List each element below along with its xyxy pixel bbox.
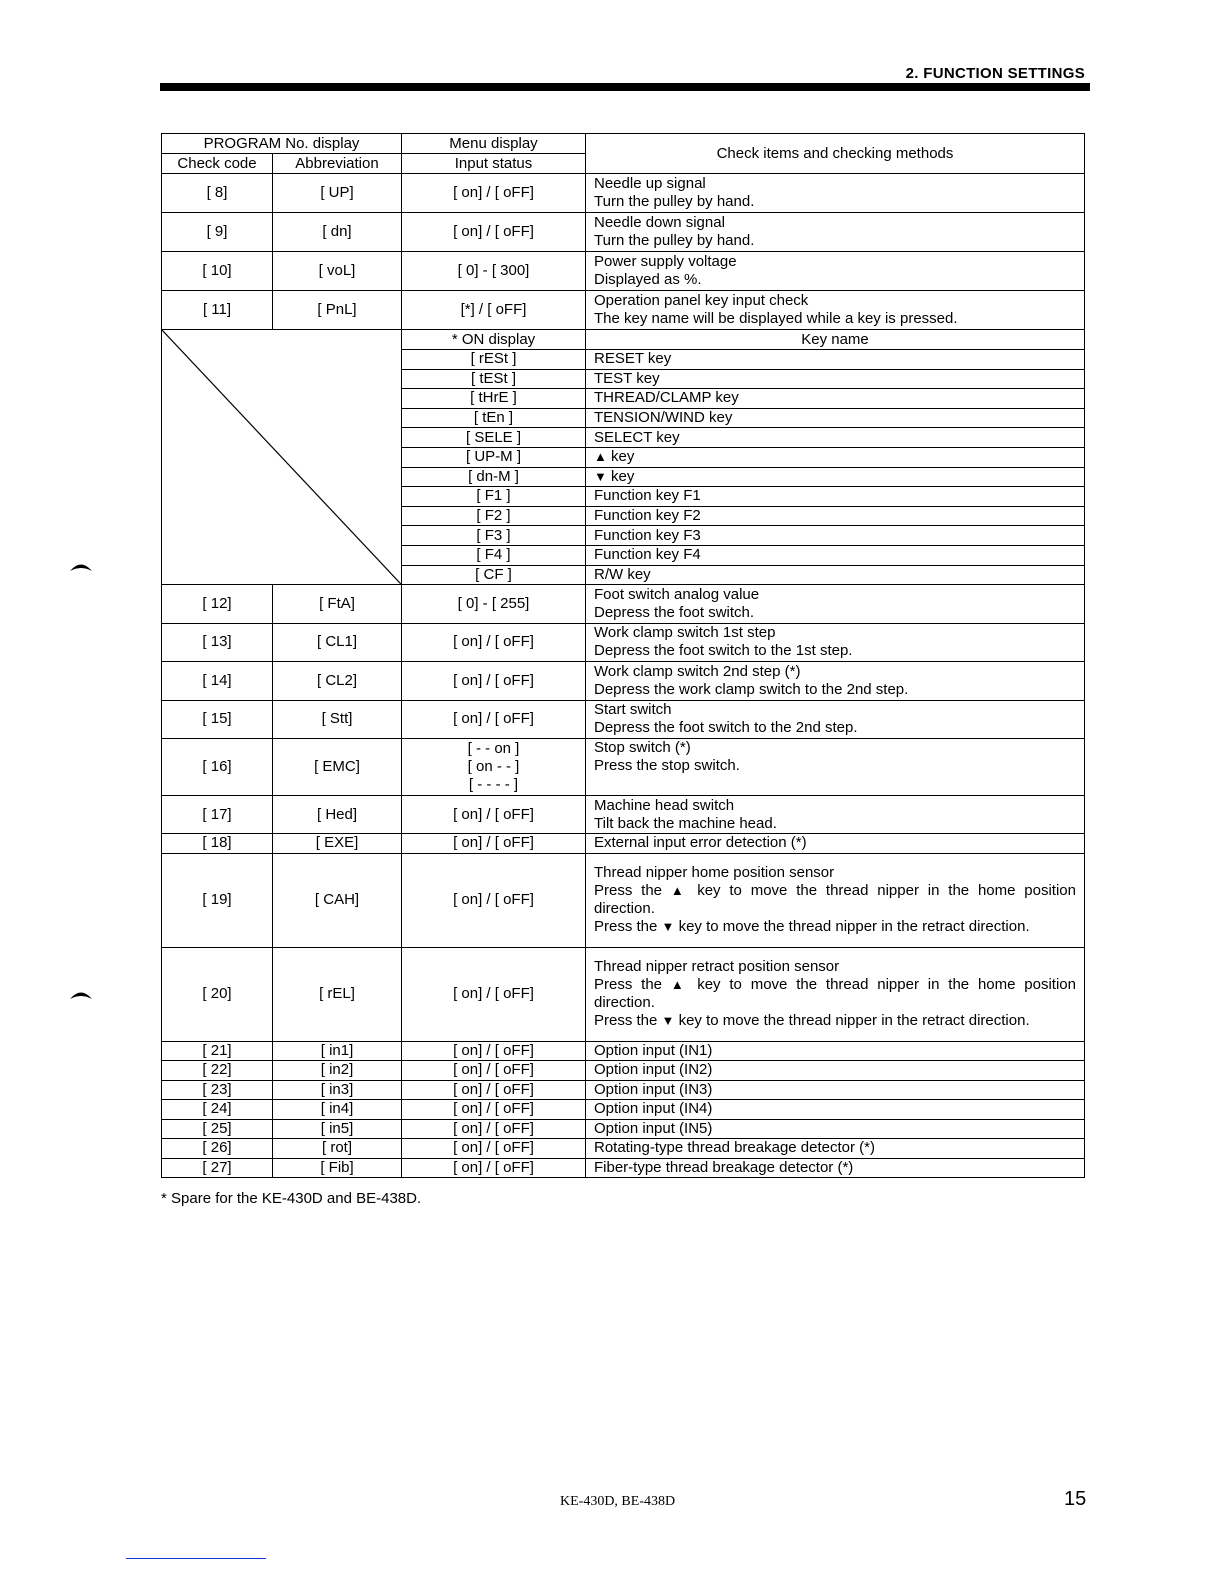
input-status <box>402 739 586 796</box>
on-display: [ F3 ] <box>402 526 586 546</box>
table-row <box>162 834 1085 854</box>
table-row <box>162 796 1085 834</box>
check-method-cell <box>586 739 1085 796</box>
check-method-cell <box>586 947 1085 1041</box>
down-arrow-icon: ▼ <box>594 468 607 484</box>
table-row <box>162 174 1085 213</box>
on-display-header: * ON display <box>402 330 586 350</box>
check-method: Depress the foot switch. <box>594 603 755 621</box>
check-method: Turn the pulley by hand. <box>594 193 755 210</box>
abbreviation: [ voL] <box>273 252 402 291</box>
table-row <box>162 585 1085 624</box>
on-display: [ tEn ] <box>402 408 586 428</box>
key-name: TENSION/WIND key <box>586 408 1085 428</box>
abbreviation-header: Abbreviation <box>273 154 402 174</box>
check-method-cell <box>586 252 1085 291</box>
check-item: Option input (IN3) <box>586 1080 1085 1100</box>
check-method-cell <box>586 662 1085 701</box>
check-item: Thread nipper retract position sensor <box>594 958 840 976</box>
check-method: The key name will be displayed while a key is pressed. <box>594 310 958 327</box>
key-name: R/W key <box>586 565 1085 585</box>
check-method: Press the ▲ key to move the thread nipper in the home position direction. <box>594 882 1076 918</box>
abbreviation: [ CL2] <box>273 662 402 701</box>
on-display: [ rESt ] <box>402 350 586 370</box>
input-status: [ on] / [ oFF] <box>402 796 586 834</box>
table-row <box>162 1158 1085 1178</box>
check-code: [ 19] <box>162 853 273 947</box>
input-status: [ on] / [ oFF] <box>402 1119 586 1139</box>
abbreviation: [ CL1] <box>273 623 402 662</box>
table-row <box>162 252 1085 291</box>
abbreviation: [ PnL] <box>273 291 402 330</box>
table-row <box>162 1139 1085 1159</box>
input-status: [ on] / [ oFF] <box>402 623 586 662</box>
footer-model: KE-430D, BE-438D <box>560 1494 676 1509</box>
check-code: [ 18] <box>162 834 273 854</box>
check-method-cell <box>586 174 1085 213</box>
up-arrow-icon: ▲ <box>670 883 689 899</box>
check-code-header: Check code <box>162 154 273 174</box>
abbreviation: [ UP] <box>273 174 402 213</box>
check-code: [ 15] <box>162 700 273 739</box>
abbreviation: [ in5] <box>273 1119 402 1139</box>
status-line: [ on - - ] <box>467 758 520 776</box>
on-display: [ tESt ] <box>402 369 586 389</box>
key-name <box>586 467 1085 487</box>
input-status: [ 0] - [ 300] <box>402 252 586 291</box>
on-display: [ SELE ] <box>402 428 586 448</box>
program-no-header: PROGRAM No. display <box>162 134 402 154</box>
check-method: Press the ▼ key to move the thread nipper in the retract direction. <box>594 1012 1030 1030</box>
check-item: Rotating-type thread breakage detector (*) <box>586 1139 1085 1159</box>
check-code: [ 25] <box>162 1119 273 1139</box>
check-item: Option input (IN5) <box>586 1119 1085 1139</box>
check-item: Needle up signal <box>594 175 706 192</box>
table-row <box>162 1041 1085 1061</box>
check-code: [ 14] <box>162 662 273 701</box>
check-item: Option input (IN1) <box>586 1041 1085 1061</box>
abbreviation: [ in3] <box>273 1080 402 1100</box>
table-row <box>162 623 1085 662</box>
key-label: key <box>611 448 635 466</box>
input-status-header: Input status <box>402 154 586 174</box>
section-title: 2. FUNCTION SETTINGS <box>905 65 1085 82</box>
table-row <box>162 739 1085 796</box>
key-name: RESET key <box>586 350 1085 370</box>
footnote: * Spare for the KE-430D and BE-438D. <box>161 1190 422 1207</box>
input-status: [ on] / [ oFF] <box>402 700 586 739</box>
key-name: TEST key <box>586 369 1085 389</box>
down-arrow-icon: ▼ <box>661 1013 675 1029</box>
key-name: Function key F1 <box>586 487 1085 507</box>
check-method: Depress the foot switch to the 1st step. <box>594 642 853 660</box>
check-code: [ 20] <box>162 947 273 1041</box>
table-row <box>162 947 1085 1041</box>
check-method: Displayed as %. <box>594 271 702 288</box>
abbreviation: [ Fib] <box>273 1158 402 1178</box>
binding-mark <box>70 562 92 572</box>
bottom-link-line <box>126 1558 266 1559</box>
abbreviation: [ EMC] <box>273 739 402 796</box>
check-code: [ 23] <box>162 1080 273 1100</box>
check-item: Operation panel key input check <box>594 292 809 309</box>
abbreviation: [ in4] <box>273 1100 402 1120</box>
input-status: [ on] / [ oFF] <box>402 1080 586 1100</box>
table-row <box>162 853 1085 947</box>
check-item: Option input (IN4) <box>586 1100 1085 1120</box>
check-method-cell <box>586 623 1085 662</box>
check-code: [ 26] <box>162 1139 273 1159</box>
on-display: [ F1 ] <box>402 487 586 507</box>
abbreviation: [ Hed] <box>273 796 402 834</box>
table-row <box>162 1100 1085 1120</box>
key-name: Function key F3 <box>586 526 1085 546</box>
check-method-cell <box>586 796 1085 834</box>
check-code: [ 11] <box>162 291 273 330</box>
check-code: [ 9] <box>162 213 273 252</box>
check-item: External input error detection (*) <box>586 834 1085 854</box>
header-rule <box>160 83 1090 91</box>
check-method: Press the stop switch. <box>594 757 740 775</box>
abbreviation: [ FtA] <box>273 585 402 624</box>
check-method: Turn the pulley by hand. <box>594 232 755 249</box>
abbreviation: [ dn] <box>273 213 402 252</box>
check-item: Foot switch analog value <box>594 585 760 603</box>
table-row <box>162 1119 1085 1139</box>
check-item: Work clamp switch 2nd step (*) <box>594 662 801 680</box>
input-status: [ 0] - [ 255] <box>402 585 586 624</box>
abbreviation: [ CAH] <box>273 853 402 947</box>
check-code: [ 12] <box>162 585 273 624</box>
input-status: [ on] / [ oFF] <box>402 1139 586 1159</box>
check-item: Start switch <box>594 701 672 719</box>
input-status: [ on] / [ oFF] <box>402 853 586 947</box>
key-name <box>586 447 1085 467</box>
table-row <box>162 1080 1085 1100</box>
check-method: Tilt back the machine head. <box>594 814 777 832</box>
check-method-cell <box>586 853 1085 947</box>
abbreviation: [ EXE] <box>273 834 402 854</box>
input-status: [ on] / [ oFF] <box>402 947 586 1041</box>
abbreviation: [ in1] <box>273 1041 402 1061</box>
input-status: [ on] / [ oFF] <box>402 1041 586 1061</box>
table-row <box>162 291 1085 330</box>
check-code: [ 10] <box>162 252 273 291</box>
on-display: [ F4 ] <box>402 545 586 565</box>
table-row <box>162 1061 1085 1081</box>
abbreviation: [ rot] <box>273 1139 402 1159</box>
input-status: [ on] / [ oFF] <box>402 1061 586 1081</box>
input-status: [*] / [ oFF] <box>402 291 586 330</box>
on-display: [ CF ] <box>402 565 586 585</box>
table-row <box>162 330 1085 350</box>
key-label: key <box>611 467 635 485</box>
function-check-table <box>161 133 1085 1178</box>
check-items-header: Check items and checking methods <box>586 134 1085 174</box>
check-method: Depress the foot switch to the 2nd step. <box>594 719 858 737</box>
key-name: SELECT key <box>586 428 1085 448</box>
check-method-cell <box>586 291 1085 330</box>
key-name-header: Key name <box>586 330 1085 350</box>
diagonal-blank-cell <box>162 330 402 585</box>
check-code: [ 16] <box>162 739 273 796</box>
on-display: [ UP-M ] <box>402 447 586 467</box>
check-method: Press the ▲ key to move the thread nipper in the home position direction. <box>594 976 1076 1012</box>
check-item: Machine head switch <box>594 796 735 814</box>
check-item: Work clamp switch 1st step <box>594 624 776 642</box>
on-display: [ dn-M ] <box>402 467 586 487</box>
table-row <box>162 700 1085 739</box>
check-method-cell <box>586 213 1085 252</box>
down-arrow-icon: ▼ <box>661 919 675 935</box>
check-method-cell <box>586 700 1085 739</box>
check-item: Option input (IN2) <box>586 1061 1085 1081</box>
table-row <box>162 662 1085 701</box>
check-item: Stop switch (*) <box>594 739 691 757</box>
check-code: [ 27] <box>162 1158 273 1178</box>
check-code: [ 8] <box>162 174 273 213</box>
check-item: Needle down signal <box>594 214 725 231</box>
check-code: [ 24] <box>162 1100 273 1120</box>
input-status: [ on] / [ oFF] <box>402 174 586 213</box>
abbreviation: [ Stt] <box>273 700 402 739</box>
key-name: Function key F2 <box>586 506 1085 526</box>
input-status: [ on] / [ oFF] <box>402 1100 586 1120</box>
check-code: [ 13] <box>162 623 273 662</box>
check-code: [ 22] <box>162 1061 273 1081</box>
status-line: [ - - on ] <box>467 740 520 758</box>
menu-display-header: Menu display <box>402 134 586 154</box>
key-name: THREAD/CLAMP key <box>586 389 1085 409</box>
input-status: [ on] / [ oFF] <box>402 834 586 854</box>
table-row <box>162 213 1085 252</box>
check-code: [ 21] <box>162 1041 273 1061</box>
check-method: Depress the work clamp switch to the 2nd step. <box>594 680 909 698</box>
on-display: [ F2 ] <box>402 506 586 526</box>
abbreviation: [ in2] <box>273 1061 402 1081</box>
input-status: [ on] / [ oFF] <box>402 662 586 701</box>
check-item: Power supply voltage <box>594 253 737 270</box>
check-code: [ 17] <box>162 796 273 834</box>
key-name: Function key F4 <box>586 545 1085 565</box>
up-arrow-icon: ▲ <box>594 449 607 465</box>
input-status: [ on] / [ oFF] <box>402 213 586 252</box>
check-method-cell <box>586 585 1085 624</box>
status-line: [ - - - - ] <box>468 776 519 794</box>
abbreviation: [ rEL] <box>273 947 402 1041</box>
check-method: Press the ▼ key to move the thread nipper in the retract direction. <box>594 918 1030 936</box>
check-item: Thread nipper home position sensor <box>594 864 835 882</box>
check-item: Fiber-type thread breakage detector (*) <box>586 1158 1085 1178</box>
page-number: 15 <box>1064 1488 1087 1510</box>
binding-mark <box>70 990 92 1000</box>
up-arrow-icon: ▲ <box>670 977 689 993</box>
on-display: [ tHrE ] <box>402 389 586 409</box>
input-status: [ on] / [ oFF] <box>402 1158 586 1178</box>
